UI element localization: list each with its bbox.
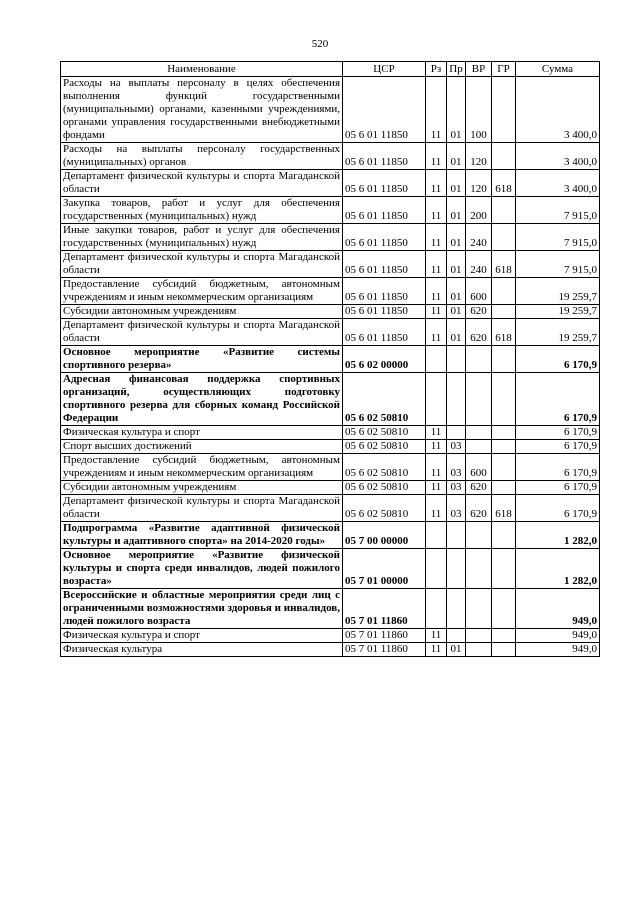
cell-sum: 6 170,9 [516, 373, 600, 426]
table-row [61, 143, 600, 170]
cell-gr: 618 [492, 251, 516, 278]
cell-rz [426, 373, 447, 426]
cell-sum: 19 259,7 [516, 305, 600, 319]
header-csr: ЦСР [343, 62, 426, 77]
cell-vr [466, 426, 492, 440]
table-header-row [61, 62, 600, 77]
cell-name: Подпрограмма «Развитие адаптивной физической культуры и адаптивного спорта» на 2014-2020 годы» [61, 522, 343, 549]
cell-pr [447, 589, 466, 629]
cell-name: Департамент физической культуры и спорта Магаданской области [61, 251, 343, 278]
cell-gr: 618 [492, 495, 516, 522]
cell-csr: 05 6 01 11850 [343, 143, 426, 170]
table-row [61, 346, 600, 373]
cell-pr [447, 549, 466, 589]
cell-pr [447, 629, 466, 643]
cell-pr: 01 [447, 643, 466, 657]
cell-pr: 03 [447, 495, 466, 522]
cell-rz: 11 [426, 495, 447, 522]
cell-name: Всероссийские и областные мероприятия среди лиц с ограниченными возможностями здоровья и инвалидов, людей пожилого возраста [61, 589, 343, 629]
cell-gr [492, 454, 516, 481]
cell-rz: 11 [426, 426, 447, 440]
cell-vr [466, 522, 492, 549]
table-row [61, 495, 600, 522]
cell-name: Департамент физической культуры и спорта Магаданской области [61, 170, 343, 197]
cell-csr: 05 7 01 00000 [343, 549, 426, 589]
table-row [61, 373, 600, 426]
table-row [61, 278, 600, 305]
header-name: Наименование [61, 62, 343, 77]
cell-pr: 03 [447, 481, 466, 495]
cell-csr: 05 6 01 11850 [343, 305, 426, 319]
cell-vr: 200 [466, 197, 492, 224]
cell-sum: 3 400,0 [516, 170, 600, 197]
cell-rz: 11 [426, 643, 447, 657]
cell-rz: 11 [426, 170, 447, 197]
cell-sum: 6 170,9 [516, 454, 600, 481]
cell-pr: 01 [447, 224, 466, 251]
cell-sum: 6 170,9 [516, 440, 600, 454]
cell-csr: 05 7 01 11860 [343, 629, 426, 643]
cell-rz [426, 549, 447, 589]
cell-sum: 949,0 [516, 589, 600, 629]
cell-name: Департамент физической культуры и спорта Магаданской области [61, 319, 343, 346]
cell-vr [466, 549, 492, 589]
cell-sum: 949,0 [516, 629, 600, 643]
table-row [61, 589, 600, 629]
cell-gr [492, 589, 516, 629]
cell-pr: 01 [447, 197, 466, 224]
cell-name: Адресная финансовая поддержка спортивных организаций, осуществляющих подготовку спортивного резерва для сборных команд Российской Федерации [61, 373, 343, 426]
cell-sum: 19 259,7 [516, 278, 600, 305]
cell-pr: 01 [447, 77, 466, 143]
header-pr: Пр [447, 62, 466, 77]
cell-vr [466, 346, 492, 373]
cell-vr: 100 [466, 77, 492, 143]
cell-gr [492, 77, 516, 143]
cell-vr: 120 [466, 170, 492, 197]
cell-rz: 11 [426, 319, 447, 346]
table-row [61, 77, 600, 143]
cell-csr: 05 7 01 11860 [343, 589, 426, 629]
cell-pr: 03 [447, 454, 466, 481]
cell-sum: 6 170,9 [516, 346, 600, 373]
header-rz: Рз [426, 62, 447, 77]
cell-vr: 600 [466, 278, 492, 305]
table-body [61, 77, 600, 657]
cell-gr [492, 373, 516, 426]
table-row [61, 197, 600, 224]
cell-name: Физическая культура и спорт [61, 426, 343, 440]
table-row [61, 305, 600, 319]
table-row [61, 319, 600, 346]
cell-sum: 7 915,0 [516, 224, 600, 251]
cell-sum: 1 282,0 [516, 522, 600, 549]
table-row [61, 549, 600, 589]
cell-csr: 05 6 01 11850 [343, 77, 426, 143]
cell-name: Физическая культура [61, 643, 343, 657]
table-row [61, 643, 600, 657]
cell-sum: 6 170,9 [516, 481, 600, 495]
cell-name: Расходы на выплаты персоналу в целях обеспечения выполнения функций государственными (муниципальными) органами, казенными учреждениями, органами управления государственными внебюджетными фондами [61, 77, 343, 143]
cell-rz [426, 346, 447, 373]
cell-sum: 7 915,0 [516, 251, 600, 278]
cell-csr: 05 6 01 11850 [343, 224, 426, 251]
cell-rz: 11 [426, 305, 447, 319]
cell-csr: 05 6 02 50810 [343, 440, 426, 454]
cell-rz: 11 [426, 454, 447, 481]
cell-gr [492, 549, 516, 589]
cell-name: Иные закупки товаров, работ и услуг для обеспечения государственных (муниципальных) нужд [61, 224, 343, 251]
cell-rz [426, 522, 447, 549]
table-row [61, 251, 600, 278]
cell-gr [492, 305, 516, 319]
table-row [61, 224, 600, 251]
cell-name: Расходы на выплаты персоналу государственных (муниципальных) органов [61, 143, 343, 170]
cell-rz: 11 [426, 197, 447, 224]
cell-pr [447, 522, 466, 549]
cell-pr [447, 346, 466, 373]
cell-sum: 3 400,0 [516, 77, 600, 143]
cell-gr [492, 481, 516, 495]
cell-name: Субсидии автономным учреждениям [61, 305, 343, 319]
cell-vr [466, 440, 492, 454]
cell-csr: 05 6 01 11850 [343, 278, 426, 305]
cell-csr: 05 6 02 00000 [343, 346, 426, 373]
table-row [61, 426, 600, 440]
table-row [61, 454, 600, 481]
cell-csr: 05 6 02 50810 [343, 426, 426, 440]
cell-vr [466, 643, 492, 657]
cell-name: Спорт высших достижений [61, 440, 343, 454]
cell-rz: 11 [426, 440, 447, 454]
cell-name: Физическая культура и спорт [61, 629, 343, 643]
cell-rz: 11 [426, 629, 447, 643]
cell-gr: 618 [492, 319, 516, 346]
cell-name: Закупка товаров, работ и услуг для обеспечения государственных (муниципальных) нужд [61, 197, 343, 224]
cell-pr: 01 [447, 170, 466, 197]
cell-sum: 949,0 [516, 643, 600, 657]
cell-csr: 05 6 01 11850 [343, 251, 426, 278]
cell-pr: 01 [447, 251, 466, 278]
cell-rz: 11 [426, 481, 447, 495]
cell-gr: 618 [492, 170, 516, 197]
cell-vr: 600 [466, 454, 492, 481]
table-row [61, 481, 600, 495]
cell-vr: 120 [466, 143, 492, 170]
page-number: 520 [311, 38, 329, 50]
cell-rz: 11 [426, 224, 447, 251]
cell-pr: 03 [447, 440, 466, 454]
cell-rz: 11 [426, 251, 447, 278]
cell-csr: 05 6 02 50810 [343, 373, 426, 426]
cell-name: Предоставление субсидий бюджетным, автономным учреждениям и иным некоммерческим организациям [61, 454, 343, 481]
cell-name: Основное мероприятие «Развитие системы спортивного резерва» [61, 346, 343, 373]
cell-vr [466, 373, 492, 426]
cell-vr: 620 [466, 305, 492, 319]
table-row [61, 522, 600, 549]
cell-name: Департамент физической культуры и спорта Магаданской области [61, 495, 343, 522]
cell-vr: 620 [466, 481, 492, 495]
cell-csr: 05 6 01 11850 [343, 170, 426, 197]
cell-sum: 19 259,7 [516, 319, 600, 346]
cell-gr [492, 197, 516, 224]
cell-csr: 05 7 00 00000 [343, 522, 426, 549]
table-row [61, 629, 600, 643]
cell-sum: 1 282,0 [516, 549, 600, 589]
cell-gr [492, 143, 516, 170]
cell-sum: 3 400,0 [516, 143, 600, 170]
cell-gr [492, 440, 516, 454]
cell-csr: 05 6 02 50810 [343, 481, 426, 495]
cell-csr: 05 6 02 50810 [343, 454, 426, 481]
header-gr: ГР [492, 62, 516, 77]
cell-gr [492, 278, 516, 305]
cell-vr: 240 [466, 251, 492, 278]
cell-rz: 11 [426, 77, 447, 143]
table-row [61, 440, 600, 454]
cell-csr: 05 6 01 11850 [343, 319, 426, 346]
cell-vr: 240 [466, 224, 492, 251]
header-vr: ВР [466, 62, 492, 77]
cell-gr [492, 346, 516, 373]
cell-csr: 05 7 01 11860 [343, 643, 426, 657]
cell-pr [447, 373, 466, 426]
cell-sum: 6 170,9 [516, 495, 600, 522]
cell-vr: 620 [466, 495, 492, 522]
cell-gr [492, 426, 516, 440]
cell-rz [426, 589, 447, 629]
cell-rz: 11 [426, 143, 447, 170]
cell-pr [447, 426, 466, 440]
cell-gr [492, 629, 516, 643]
cell-vr [466, 629, 492, 643]
cell-gr [492, 522, 516, 549]
cell-pr: 01 [447, 319, 466, 346]
cell-vr [466, 589, 492, 629]
cell-gr [492, 643, 516, 657]
cell-name: Предоставление субсидий бюджетным, автономным учреждениям и иным некоммерческим организациям [61, 278, 343, 305]
cell-pr: 01 [447, 143, 466, 170]
cell-sum: 6 170,9 [516, 426, 600, 440]
cell-name: Субсидии автономным учреждениям [61, 481, 343, 495]
header-sum: Сумма [516, 62, 600, 77]
cell-csr: 05 6 01 11850 [343, 197, 426, 224]
table-row [61, 170, 600, 197]
cell-vr: 620 [466, 319, 492, 346]
cell-csr: 05 6 02 50810 [343, 495, 426, 522]
cell-pr: 01 [447, 278, 466, 305]
cell-sum: 7 915,0 [516, 197, 600, 224]
budget-table [60, 61, 600, 657]
cell-rz: 11 [426, 278, 447, 305]
cell-gr [492, 224, 516, 251]
cell-name: Основное мероприятие «Развитие физической культуры и спорта среди инвалидов, людей пожилого возраста» [61, 549, 343, 589]
cell-pr: 01 [447, 305, 466, 319]
